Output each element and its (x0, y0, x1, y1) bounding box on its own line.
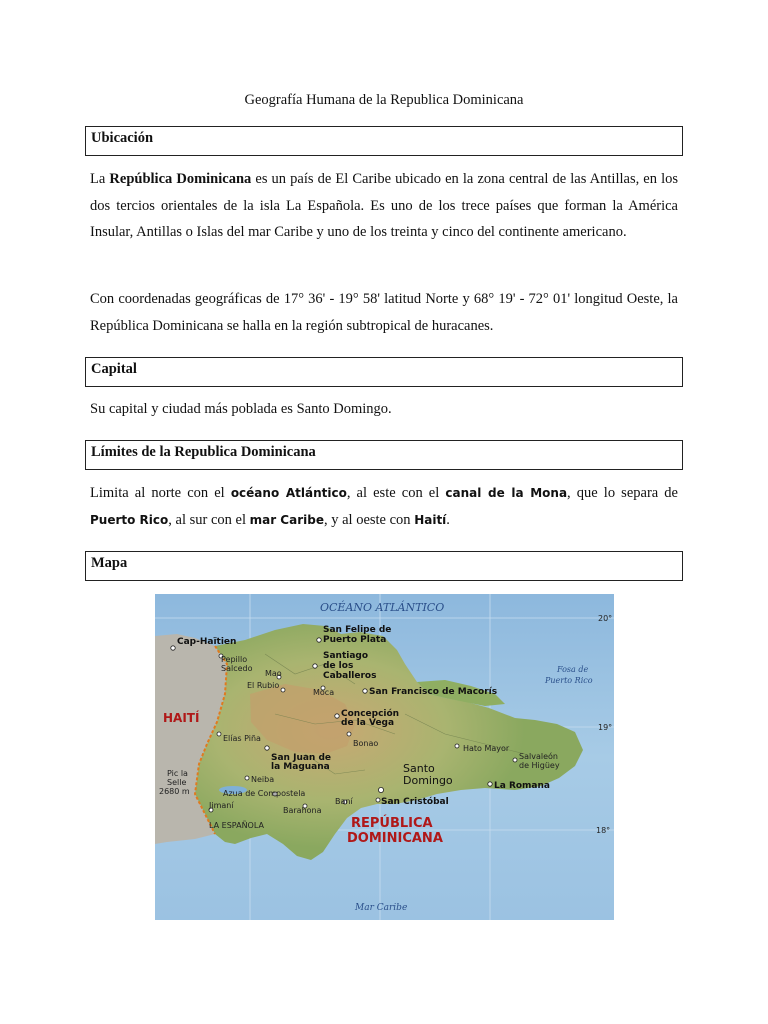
label-san-juan-1: San Juan de (271, 753, 332, 763)
label-la-romana: La Romana (494, 781, 550, 791)
paragraph-ubicacion-2: Con coordenadas geográficas de 17° 36' - 19° 58' latitud Norte y 68° 19' - 72° 01' longitud Oeste, la República Dominicana se halla en la región subtropical de huracanes. (90, 291, 678, 334)
label-neiba: Neiba (251, 775, 275, 784)
paragraph-limites (90, 480, 678, 533)
section-heading-capital: Capital (91, 361, 137, 377)
text-run: , y al oeste con (323, 511, 415, 528)
label-lat-18: 18° (596, 826, 611, 835)
label-ocean-north: OCÉANO ATLÁNTICO (320, 601, 445, 614)
section-heading-ubicacion: Ubicación (91, 130, 154, 146)
label-concepcion-2: de la Vega (341, 718, 395, 728)
label-sea-south: Mar Caribe (355, 903, 408, 913)
label-concepcion-1: Concepción (341, 709, 400, 719)
section-header-limites (85, 440, 683, 470)
label-azua: Azua de Compostela (223, 789, 306, 798)
label-pic-2: Selle (167, 778, 187, 787)
section-header-capital (85, 357, 683, 387)
label-bonao: Bonao (353, 739, 379, 748)
label-lat-20: 20° (598, 614, 613, 623)
text-run: Limita al norte con el (90, 485, 231, 501)
label-region: LA ESPAÑOLA (209, 821, 264, 830)
map-dominican-republic (155, 594, 614, 920)
label-san-felipe-1: San Felipe de (323, 625, 392, 635)
label-santiago-2: de los (323, 661, 354, 671)
label-lat-19: 19° (598, 723, 613, 732)
label-haiti: HAITÍ (163, 711, 200, 725)
label-country-1: REPÚBLICA (351, 816, 433, 831)
label-pic-1: Pic la (167, 769, 188, 778)
label-san-felipe-2: Puerto Plata (323, 635, 387, 645)
text-run: , al sur con el (168, 511, 250, 528)
link-mar-caribe[interactable]: mar Caribe (249, 512, 324, 527)
label-santo-domingo-2: Domingo (403, 774, 453, 787)
section-header-mapa (85, 551, 683, 581)
paragraph-ubicacion-1 (90, 166, 678, 246)
label-cap-haitien: Cap-Haïtien (177, 637, 237, 647)
label-trench-1: Fosa de (557, 665, 589, 674)
label-trench-2: Puerto Rico (545, 676, 593, 685)
paragraph-capital: Su capital y ciudad más poblada es Santo Domingo. (90, 401, 392, 417)
link-oceano-atlantico[interactable]: océano Atlántico (230, 486, 347, 500)
label-dajabon-2: Salcedo (221, 664, 253, 673)
label-hato-mayor: Hato Mayor (463, 744, 510, 753)
link-canal-de-la-mona[interactable]: canal de la Mona (445, 486, 568, 500)
label-san-juan-2: la Maguana (271, 762, 330, 772)
page-title: Geografía Humana de la Republica Dominicana (244, 92, 524, 108)
label-pic-3: 2680 m (159, 787, 190, 796)
label-elias-pina: Elías Piña (223, 734, 261, 743)
link-puerto-rico[interactable]: Puerto Rico (90, 512, 169, 527)
text-run: La (90, 171, 110, 187)
label-santiago-3: Caballeros (323, 671, 377, 681)
label-el-rubio: El Rubio (247, 681, 280, 690)
text-run: , al este con el (346, 485, 446, 501)
label-country-2: DOMINICANA (347, 831, 443, 846)
label-santo-domingo-1: Santo (403, 762, 435, 775)
label-salvaleon-2: de Higüey (519, 761, 560, 770)
label-salvaleon-1: Salvaleón (519, 752, 558, 761)
text-run: , que lo separa de (567, 485, 678, 501)
label-moca: Moca (313, 688, 335, 697)
label-bani: Baní (335, 797, 353, 806)
label-san-cristobal: San Cristóbal (381, 797, 449, 807)
bold-country-name: República Dominicana (109, 171, 252, 187)
section-header-ubicacion (85, 126, 683, 156)
label-barahona: Barahona (283, 806, 322, 815)
link-haiti[interactable]: Haití (414, 512, 447, 527)
text-run: . (446, 511, 450, 528)
text-run: es un país de El Caribe ubicado en la zona central de las Antillas, en los dos tercios orientales de la isla La Española. Es uno de los trece países que forman la América Insular, Antillas o Islas del mar Caribe y uno de los treinta y cinco del continente americano. (90, 171, 679, 240)
label-dajabon-1: Pepillo (221, 655, 248, 664)
label-santiago-1: Santiago (323, 651, 369, 661)
section-heading-limites: Límites de la Republica Dominicana (91, 444, 316, 460)
label-mao: Mao (265, 669, 282, 678)
section-heading-mapa: Mapa (91, 555, 128, 571)
label-jimani: Jimaní (209, 801, 234, 810)
label-sfm: San Francisco de Macorís (369, 687, 498, 697)
